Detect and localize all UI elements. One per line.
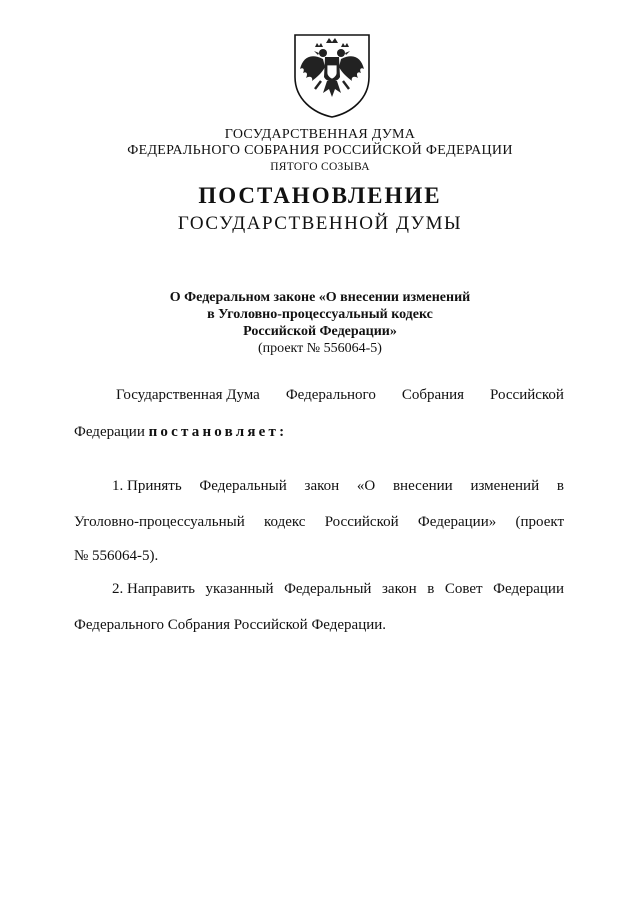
word: Федерации» (417, 514, 497, 530)
word: в (427, 581, 435, 597)
word: Федерации (493, 581, 564, 597)
project-number: (проект № 556064-5) (258, 341, 382, 356)
paragraph-1-line-1 (116, 387, 564, 404)
word: Уголовно-процессуальный (74, 514, 245, 530)
document-subtitle: ГОСУДАРСТВЕННОЙ ДУМЫ (177, 213, 463, 234)
item-2-line-1 (112, 581, 564, 598)
item-1-line-1 (112, 478, 564, 495)
word: закон (304, 478, 340, 494)
word: закон (382, 581, 417, 597)
word: указанный (205, 581, 274, 597)
word: изменений (470, 478, 540, 494)
word: Государственная Дума (116, 387, 260, 403)
header-federal-assembly: ФЕДЕРАЛЬНОГО СОБРАНИЯ РОССИЙСКОЙ ФЕДЕРАЦИИ (127, 143, 513, 158)
word: Федерального (285, 387, 376, 403)
word: Федеральный (199, 478, 287, 494)
word: «О (356, 478, 376, 494)
word: Российской (490, 387, 564, 403)
word: в (556, 478, 564, 494)
subject-line-3: Российской Федерации» (243, 324, 397, 339)
word: Российской (324, 514, 399, 530)
header-duma: ГОСУДАРСТВЕННАЯ ДУМА (224, 127, 416, 142)
header-convocation: ПЯТОГО СОЗЫВА (270, 161, 370, 173)
word: Собрания (401, 387, 465, 403)
word: кодекс (263, 514, 306, 530)
word: Федеральный (284, 581, 372, 597)
coat-of-arms-emblem-icon (293, 33, 371, 119)
word: Совет (444, 581, 483, 597)
word: (проект (515, 514, 564, 530)
item-1-line-3: № 556064-5). (74, 548, 159, 564)
item-2-line-2: Федерального Собрания Российской Федерации. (74, 617, 387, 633)
subject-line-1: О Федеральном законе «О внесении изменений (169, 290, 471, 305)
subject-line-2: в Уголовно-процессуальный кодекс (207, 307, 433, 322)
paragraph-1-line-2 (74, 424, 287, 441)
word: внесении (392, 478, 453, 494)
text: Федерации (74, 424, 149, 440)
resolves-word: постановляет: (148, 424, 288, 440)
word: 1. Принять (112, 478, 182, 494)
word: 2. Направить (112, 581, 195, 597)
item-1-line-2 (74, 514, 564, 531)
document-title: ПОСТАНОВЛЕНИЕ (198, 183, 442, 208)
